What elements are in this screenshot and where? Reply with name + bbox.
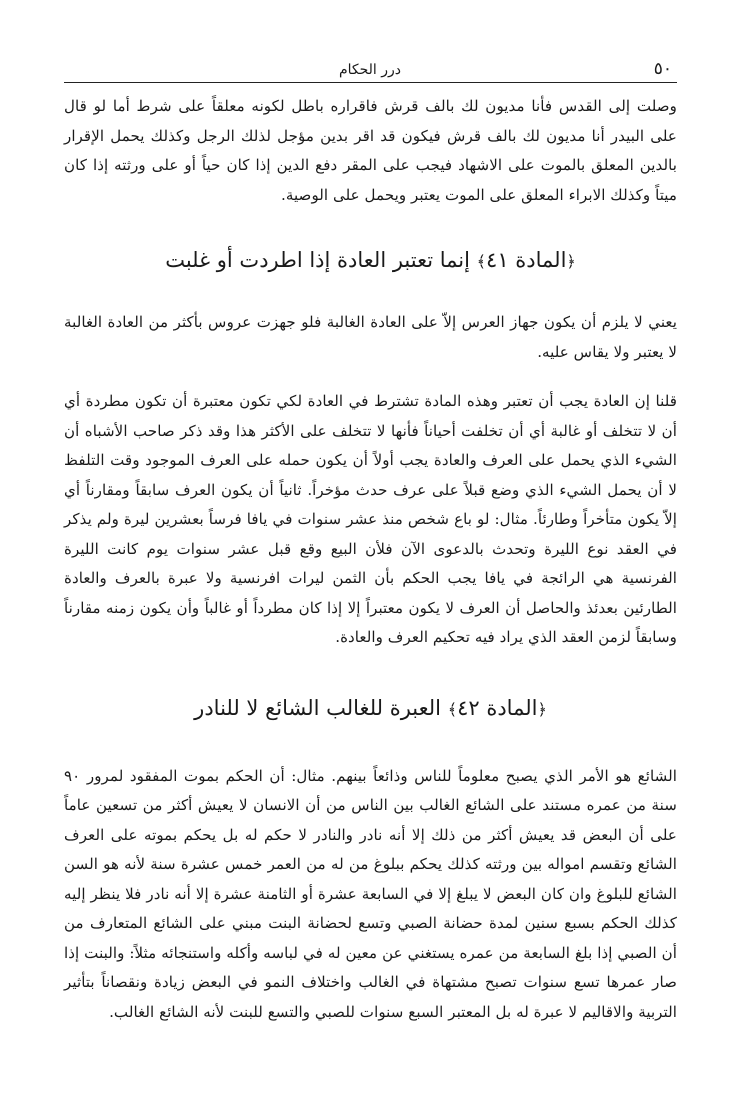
article-41-heading [64,245,677,277]
article-41-label: المادة ٤١ [486,248,567,272]
header-rule [64,82,677,83]
article-42-label: المادة ٤٢ [457,695,538,720]
ornament-open: ﴿ [537,699,547,719]
page-content [64,92,677,1027]
page-number: ٥٠ [653,59,672,79]
running-title: درر الحكام [338,62,402,78]
paragraph-article-41-commentary: قلنا إن العادة يجب أن تعتبر وهذه المادة تشترط في العادة لكي تكون معتبرة أن تكون مطردة أي أن لا تتخلف أو غالبة أي أن تخلفت أحياناً فأنها لا تتخلف على الأكثر هذا وقد ذكر صاحب الأشباه أن الشيء الذي يحمل على العرف والعادة يجب أولاً أن يكون حمله على العرف الموجود وقت التلفظ لا أن يحمل الشيء الذي وضع قبلاً على عرف حدث مؤخراً. ثانياً أن يكون العرف سابقاً ومقارناً أي إلاّ يكون متأخراً وطارئاً. مثال: لو باع شخص منذ عشر سنوات في يافا فرساً بعشرين ليرة ولم يذكر في العقد نوع الليرة وتحدث بالدعوى الآن فلأن البيع وقع قبل عشر سنوات يوم كانت الليرة الفرنسية هي الرائجة في يافا يجب الحكم بأن الثمن ليرات افرنسية ولا عبرة بالعرف والعادة الطارئين بعدئذ والحاصل أن العرف لا يكون معتبراً إلا إذا كان مطرداً أو غالباً وأن يكون زمنه مقارناً وسابقاً لزمن العقد الذي يراد فيه تحكيم العرف والعادة. [64,392,677,646]
paragraph-continued: وصلت إلى القدس فأنا مديون لك بالف قرش فاقراره باطل لكونه معلقاً على شرط أما لو قال على البيدر أنا مديون لك بالف قرش فيكون قد اقر بدين مؤجل لذلك الرجل وكذلك يحمل الإقرار بالدين المعلق بالموت على الاشهاد فيجب على المقر دفع الدين إذا كان حياً أو على ورثته إذا كان ميتاً وكذلك الابراء المعلق على الموت يعتبر ويحمل على الوصية. [64,97,677,204]
paragraph-article-41-explanation: يعني لا يلزم أن يكون جهاز العرس إلاّ على العادة الغالبة فلو جهزت عروس بأكثر من العادة الغالبة لا يعتبر ولا يقاس عليه. [64,313,677,361]
ornament-open: ﴿ [566,252,576,271]
paragraph-article-42-commentary: الشائع هو الأمر الذي يصبح معلوماً للناس وذائعاً بينهم. مثال: أن الحكم بموت المفقود لمرور ٩٠ سنة من عمره مستند على الشائع الغالب بين الناس من أن الانسان لا يعيش أكثر من تسعين عاماً على أن البعض قد يعيش أكثر من ذلك إلا أنه نادر والنادر لا حكم له بل يحكم بموته على العرف الشائع وتقسم امواله بين ورثته كذلك يحكم ببلوغ من له من العمر خمس عشرة سنة لأنه هو السن الشائع للبلوغ وان كان البعض لا يبلغ إلا في السابعة عشرة أو الثامنة عشرة إلا أنه نادر فلا ينظر إليه كذلك الحكم بسبع سنين لمدة حضانة الصبي وتسع لحضانة البنت مبني على الشائع المتعارف من أن الصبي إذا بلغ السابعة من عمره يستغني عن معين له في لباسه وأكله واستنجائه مثلاً: والبنت إذا صار عمرها تسع سنوات تصبح مشتهاة في الغالب واختلاف النمو في البعض زيادة ونقصاناً بتأثير التربية والاقاليم لا عبرة له بل المعتبر السبع سنوات للصبي والتسع للبنت لأنه الشائع الغالب. [64,766,677,1021]
ornament-close: ﴾ [447,699,458,719]
page-header [64,58,676,82]
article-41-text: إنما تعتبر العادة إذا اطردت أو غلبت [165,248,470,272]
article-42-text: العبرة للغالب الشائع لا للنادر [194,695,442,720]
article-42-heading [64,693,677,725]
ornament-close: ﴾ [476,252,487,271]
